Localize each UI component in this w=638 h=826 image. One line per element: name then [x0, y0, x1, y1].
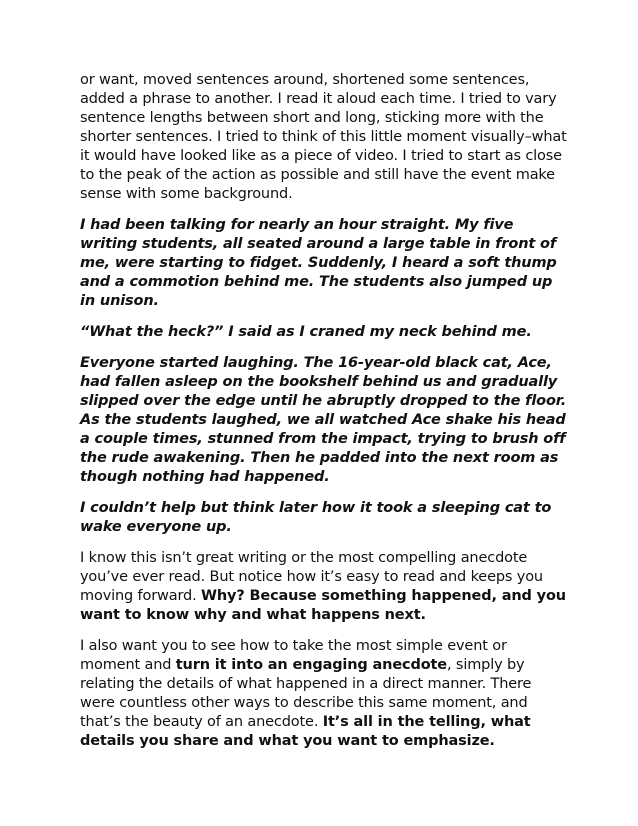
body-text: , simply by relating the details of what happened in a direct manner. There were countless other ways to describe this same moment, and that’s the beauty of an anecdote.	[80, 657, 532, 730]
body-text: I know this isn’t great writing or the most compelling anecdote you’ve ever read. But notice how it’s easy to read and keeps you moving forward.	[80, 550, 543, 604]
body-paragraph	[80, 637, 570, 751]
body-paragraph	[80, 549, 570, 625]
emphasis-text: Why? Because something happened, and you want to know why and what happens next.	[80, 588, 566, 623]
anecdote-paragraph: Everyone started laughing. The 16-year-old black cat, Ace, had fallen asleep on the bookshelf behind us and gradually slipped over the edge until he abruptly dropped to the floor. As the students laughed, we all watched Ace shake his head a couple times, stunned from the impact, trying to brush off the rude awakening. Then he padded into the next room as though nothing had happened.	[80, 355, 567, 485]
emphasis-text: It’s all in the telling, what details you share and what you want to emphasize.	[80, 714, 531, 749]
emphasis-text: turn it into an engaging anecdote	[175, 657, 447, 673]
body-text: I also want you to see how to take the most simple event or moment and	[80, 638, 507, 673]
anecdote-paragraph: I couldn’t help but think later how it took a sleeping cat to wake everyone up.	[80, 500, 552, 535]
document-page	[80, 71, 570, 763]
anecdote-paragraph: I had been talking for nearly an hour straight. My five writing students, all seated around a large table in front of me, were starting to fidget. Suddenly, I heard a soft thump and a commotion behind me. The students also jumped up in unison.	[80, 217, 557, 309]
anecdote-quote: “What the heck?” I said as I craned my neck behind me.	[80, 324, 532, 340]
body-paragraph: or want, moved sentences around, shortened some sentences, added a phrase to another. I read it aloud each time. I tried to vary sentence lengths between short and long, sticking more with the shorter sentences. I tried to think of this little moment visually–what it would have looked like as a piece of video. I tried to start as close to the peak of the action as possible and still have the event make sense with some background.	[80, 72, 567, 202]
